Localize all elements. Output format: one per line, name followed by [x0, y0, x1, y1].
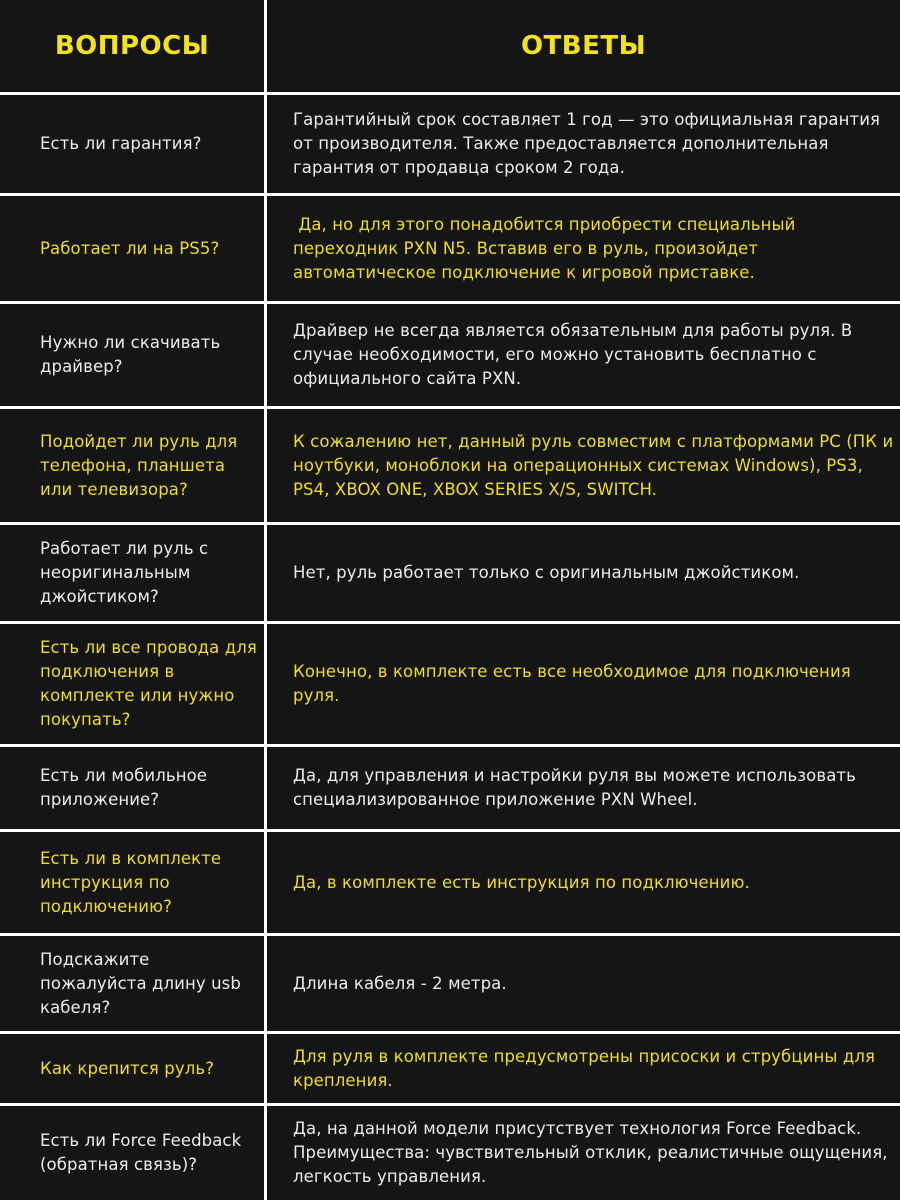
- header-answers-cell: [267, 0, 900, 92]
- question-cell: [0, 525, 264, 621]
- answer-text: Да, на данной модели присутствует технология Force Feedback. Преимущества: чувствительный отклик, реалистичные ощущения, легкость управления.: [293, 1119, 888, 1186]
- answer-cell: [267, 624, 900, 744]
- question-text: Есть ли гарантия?: [40, 134, 202, 153]
- answer-cell: [267, 196, 900, 301]
- question-text: Нужно ли скачивать драйвер?: [40, 333, 221, 376]
- answer-text: Да, в комплекте есть инструкция по подключению.: [293, 872, 750, 892]
- question-text: Работает ли руль с неоригинальным джойстиком?: [40, 539, 209, 606]
- header-questions-cell: [0, 0, 264, 92]
- header-answers: ОТВЕТЫ: [520, 31, 647, 61]
- question-text: Есть ли в комплекте инструкция по подключению?: [40, 848, 222, 916]
- question-cell: [0, 624, 264, 744]
- answer-cell: [267, 747, 900, 829]
- question-text: Как крепится руль?: [40, 1058, 215, 1078]
- question-text: Подойдет ли руль для телефона, планшета или телевизора?: [40, 431, 238, 499]
- answer-text: Да, для управления и настройки руля вы можете использовать специализированное приложение PXN Wheel.: [293, 766, 856, 809]
- answer-cell: [267, 832, 900, 933]
- answer-cell: [267, 1106, 900, 1200]
- question-text: Есть ли Force Feedback (обратная связь)?: [40, 1131, 242, 1174]
- answer-text: Драйвер не всегда является обязательным для работы руля. В случае необходимости, его можно установить бесплатно с официального сайта PXN.: [293, 321, 853, 388]
- answer-cell: [267, 936, 900, 1031]
- question-cell: [0, 304, 264, 406]
- question-cell: [0, 747, 264, 829]
- question-text: Подскажите пожалуйста длину usb кабеля?: [40, 949, 241, 1017]
- answer-cell: [267, 525, 900, 621]
- header-questions: ВОПРОСЫ: [54, 31, 210, 61]
- question-cell: [0, 1034, 264, 1103]
- question-text: Работает ли на PS5?: [40, 238, 220, 258]
- question-cell: [0, 1106, 264, 1200]
- answer-cell: [267, 409, 900, 522]
- question-cell: [0, 95, 264, 193]
- answer-text: Гарантийный срок составляет 1 год — это официальная гарантия от производителя. Также предоставляется дополнительная гарантия от продавца сроком 2 года.: [293, 110, 881, 177]
- answer-cell: [267, 1034, 900, 1103]
- answer-text: Для руля в комплекте предусмотрены присоски и струбцины для крепления.: [293, 1046, 876, 1090]
- question-text: Есть ли мобильное приложение?: [40, 766, 208, 809]
- answer-text: Конечно, в комплекте есть все необходимое для подключения руля.: [293, 662, 851, 705]
- answer-text: Длина кабеля - 2 метра.: [293, 973, 507, 993]
- answer-cell: [267, 304, 900, 406]
- question-cell: [0, 832, 264, 933]
- question-cell: [0, 196, 264, 301]
- answer-text: Да, но для этого понадобится приобрести специальный переходник PXN N5. Вставив его в руль, произойдет автоматическое подключение к игровой приставке.: [293, 214, 801, 282]
- answer-cell: [267, 95, 900, 193]
- answer-text: К сожалению нет, данный руль совместим с платформами PC (ПК и ноутбуки, моноблоки на операционных системах Windows), PS3, PS4, XBOX ONE, XBOX SERIES X/S, SWITCH.: [293, 431, 894, 499]
- question-text: Есть ли все провода для подключения в комплекте или нужно покупать?: [40, 638, 257, 729]
- question-cell: [0, 409, 264, 522]
- question-cell: [0, 936, 264, 1031]
- answer-text: Нет, руль работает только с оригинальным джойстиком.: [293, 563, 800, 582]
